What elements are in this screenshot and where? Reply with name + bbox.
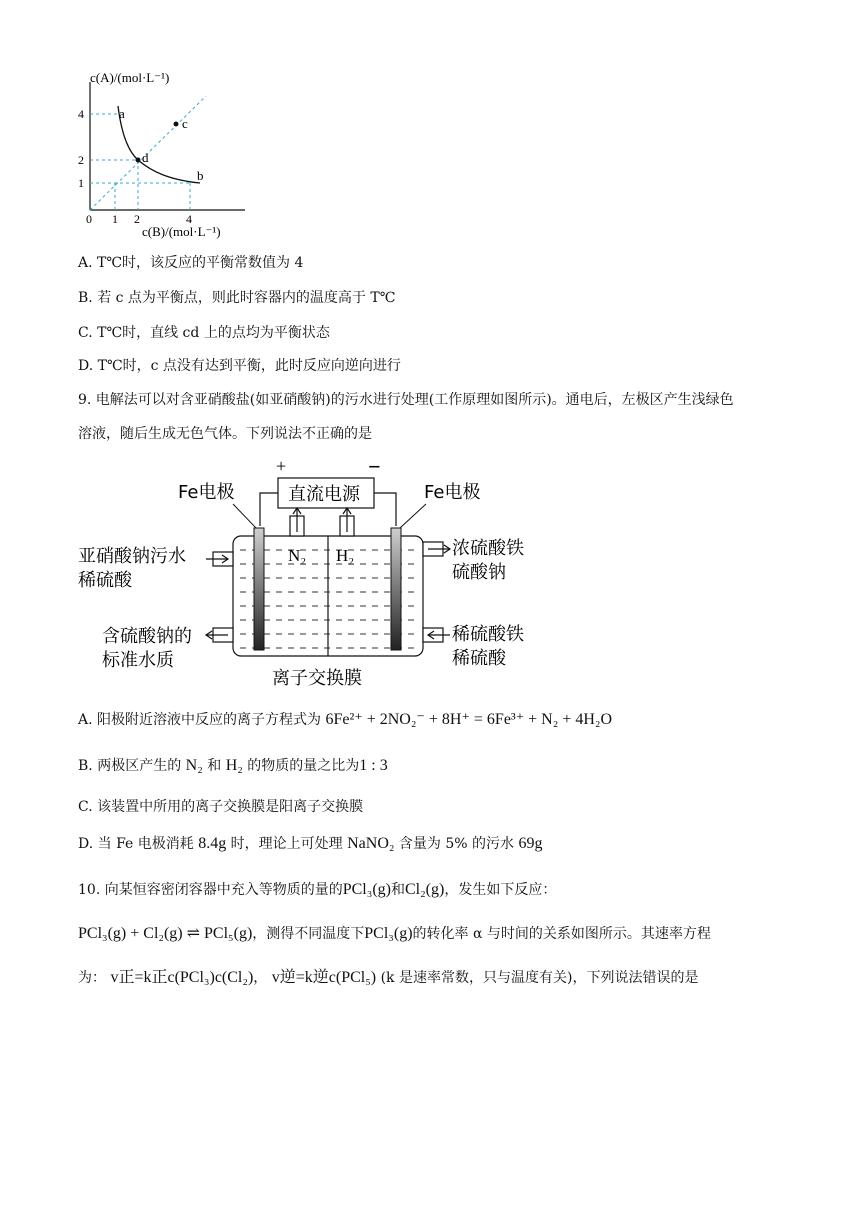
q8-option-c: C. T℃时，直线 cd 上的点均为平衡状态 [78, 325, 330, 341]
right-electrode-label: Fe电极 [424, 482, 481, 503]
q10-line2-pcl3: PCl₃(g) [364, 925, 413, 942]
q9-option-d-mid2: 含量为 5% 的污水 [398, 836, 515, 852]
q10-sep: ， [253, 970, 268, 986]
q9-option-b-text: B. 两极区产生的 [78, 758, 182, 774]
label-d: d [142, 150, 149, 165]
left-fe-electrode [254, 528, 264, 650]
right-inlet-label-1: 稀硫酸铁 [452, 624, 524, 645]
q9-option-d [78, 834, 543, 854]
left-inlet-label-2: 稀硫酸 [78, 570, 132, 591]
q10-v-reverse: v逆=k逆c(PCl₅) [271, 969, 377, 986]
right-outlet-label-2: 硫酸钠 [452, 562, 506, 583]
q9-option-c: C. 该装置中所用的离子交换膜是阳离子交换膜 [78, 799, 364, 815]
power-supply-label: 直流电源 [288, 484, 360, 505]
q10-reaction: PCl₃(g) + Cl₂(g) ⇌ PCl₅(g) [78, 925, 253, 942]
left-inlet-label-1: 亚硝酸钠污水 [78, 546, 186, 567]
q9-option-d-mass: 8.4g [198, 835, 227, 852]
q10-line3-prefix: 为： [78, 970, 106, 986]
y-tick-4: 4 [78, 107, 84, 121]
q10-stem-line3 [78, 968, 698, 988]
q9-option-b-n2: N₂ [185, 757, 203, 774]
q9-option-a [78, 710, 612, 730]
left-electrode-label: Fe电极 [178, 482, 235, 503]
point-d [136, 158, 141, 163]
x-tick-4: 4 [186, 212, 192, 226]
q9-option-d-value: 69g [518, 835, 543, 852]
q9-option-b-mid: 的物质的量之比为 [247, 758, 360, 774]
q10-stem-line1 [78, 880, 556, 900]
x-axis-label: c(B)/(mol·L⁻¹) [142, 224, 221, 239]
q10-line3-suffix: (k 是速率常数，只与温度有关)，下列说法错误的是 [376, 970, 699, 986]
q9-option-d-text: D. 当 Fe 电极消耗 [78, 836, 194, 852]
q9-option-b-h2: H₂ [225, 757, 243, 774]
q9-option-b-ratio: 1 : 3 [359, 757, 388, 774]
q8-option-a: A. T℃时，该反应的平衡常数值为 4 [78, 255, 304, 271]
minus-sign: − [368, 458, 381, 479]
gas-n2-label: N₂ [288, 546, 307, 565]
gas-h2-label: H₂ [336, 546, 355, 565]
concentration-graph [70, 68, 270, 248]
q9-option-d-compound: NaNO₂ [347, 835, 395, 852]
q10-line2-suffix: 的转化率 α 与时间的关系如图所示。其速率方程 [412, 926, 711, 942]
label-b: b [197, 168, 204, 183]
left-outlet-label-2: 标准水质 [102, 650, 174, 671]
left-outlet-label-1: 含硫酸钠的 [102, 626, 192, 647]
electrolysis-diagram [78, 458, 558, 690]
q10-cl2: Cl₂(g) [404, 881, 445, 898]
q9-stem-line2: 溶液，随后生成无色气体。下列说法不正确的是 [78, 426, 372, 442]
y-tick-2: 2 [78, 153, 84, 167]
q10-v-forward: v正=k正c(PCl₃)c(Cl₂) [110, 969, 254, 986]
y-tick-1: 1 [78, 176, 84, 190]
q9-option-b [78, 756, 388, 776]
q9-option-a-text: A. 阳极附近溶液中反应的离子方程式为 [78, 712, 322, 728]
q9-stem-line1: 9. 电解法可以对含亚硝酸盐(如亚硝酸钠)的污水进行处理(工作原理如图所示)。通电后，左极区产生浅绿色 [78, 392, 734, 408]
q10-pcl3: PCl₃(g) [342, 881, 391, 898]
right-outlet-label-1: 浓硫酸铁 [452, 538, 524, 559]
q10-stem-prefix: 10. 向某恒容密闭容器中充入等物质的量的 [78, 882, 343, 898]
q10-stem-suffix: ，发生如下反应： [444, 882, 557, 898]
q9-option-a-equation: 6Fe²⁺ + 2NO₂⁻ + 8H⁺ = 6Fe³⁺ + N₂ + 4H₂O [325, 711, 613, 728]
q10-and: 和 [390, 882, 405, 898]
q10-line2-mid: ，测得不同温度下 [252, 926, 365, 942]
right-fe-electrode [391, 528, 401, 650]
q9-option-d-mid: 时，理论上可处理 [230, 836, 343, 852]
q10-stem-line2 [78, 924, 711, 944]
plus-sign: + [276, 458, 287, 476]
q8-option-d: D. T℃时，c 点没有达到平衡，此时反应向逆向进行 [78, 358, 401, 374]
point-c [174, 122, 179, 127]
x-tick-0: 0 [86, 212, 92, 226]
x-tick-1: 1 [112, 212, 118, 226]
membrane-label: 离子交换膜 [272, 668, 362, 689]
x-tick-2: 2 [134, 212, 140, 226]
label-c: c [182, 116, 188, 131]
q8-option-b: B. 若 c 点为平衡点，则此时容器内的温度高于 T℃ [78, 290, 396, 306]
y-axis-label: c(A)/(mol·L⁻¹) [90, 70, 170, 85]
right-inlet-label-2: 稀硫酸 [452, 648, 506, 669]
q9-option-b-and: 和 [207, 758, 222, 774]
label-a: a [119, 106, 125, 121]
